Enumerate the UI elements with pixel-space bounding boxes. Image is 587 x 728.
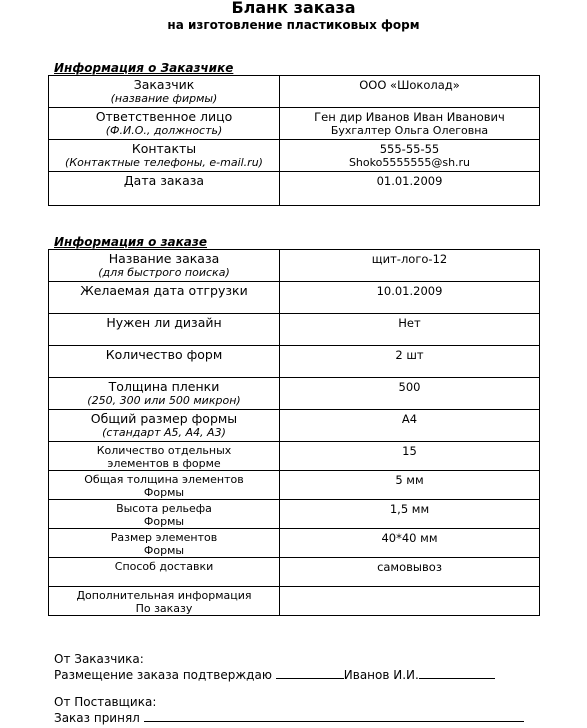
responsible-value: Ген дир Иванов Иван Иванович [314, 110, 505, 124]
table-row [49, 529, 540, 558]
accepted-text: Заказ принял [54, 711, 140, 725]
form-title: Бланк заказа [231, 0, 356, 17]
supplier-accept-line [54, 710, 524, 725]
responsible-value-2: Бухгалтер Ольга Олеговна [330, 124, 489, 137]
table-row [49, 471, 540, 500]
table-row [49, 558, 540, 587]
value-cell[interactable] [280, 314, 540, 346]
customer-sublabel: (название фирмы) [110, 92, 218, 105]
label-cell [49, 250, 280, 282]
form-size-sublabel: (стандарт А5, А4, А3) [102, 426, 226, 439]
label-cell [49, 172, 280, 206]
additional-info-label-2: По заказу [135, 602, 193, 615]
value-cell[interactable] [280, 172, 540, 206]
value-cell[interactable] [280, 558, 540, 587]
supplier-signature-field[interactable] [144, 710, 524, 722]
ship-date-value: 10.01.2009 [376, 284, 443, 298]
delivery-label: Способ доставки [114, 560, 214, 573]
design-value: Нет [398, 316, 421, 330]
label-cell [49, 76, 280, 108]
order-date-value: 01.01.2009 [376, 174, 443, 188]
order-name-value: щит-лого-12 [371, 252, 448, 266]
value-cell[interactable] [280, 410, 540, 442]
contacts-sublabel: (Контактные телефоны, e-mail.ru) [65, 156, 263, 169]
elements-thickness-label: Общая толщина элементов [84, 473, 244, 486]
additional-info-label: Дополнительная информация [76, 589, 252, 602]
order-section-heading: Информация о заказе [54, 235, 208, 249]
table-row [49, 587, 540, 616]
value-cell[interactable] [280, 76, 540, 108]
element-size-value: 40*40 мм [381, 531, 438, 545]
relief-height-label: Высота рельефа [116, 502, 212, 515]
table-row [49, 76, 540, 108]
contacts-label: Контакты [131, 141, 197, 156]
film-thickness-label: Толщина пленки [108, 379, 220, 394]
contacts-phone: 555-55-55 [379, 142, 440, 156]
forms-count-value: 2 шт [395, 348, 424, 362]
form-size-label: Общий размер формы [90, 411, 238, 426]
label-cell [49, 378, 280, 410]
customer-confirm-line [54, 667, 495, 682]
elements-thickness-value: 5 мм [395, 473, 424, 487]
relief-height-value: 1,5 мм [389, 502, 430, 516]
elements-count-value: 15 [402, 444, 417, 458]
order-date-label: Дата заказа [123, 173, 205, 188]
responsible-sublabel: (Ф.И.О., должность) [105, 124, 223, 137]
contacts-email: Shoko5555555@sh.ru [348, 156, 471, 169]
value-cell[interactable] [280, 587, 540, 616]
value-cell[interactable] [280, 108, 540, 140]
label-cell [49, 500, 280, 529]
customer-section-heading: Информация о Заказчике [54, 61, 234, 75]
value-cell[interactable] [280, 500, 540, 529]
label-cell [49, 410, 280, 442]
table-row [49, 140, 540, 172]
table-row [49, 500, 540, 529]
form-size-value: А4 [401, 412, 418, 426]
element-size-label-2: Формы [143, 544, 185, 557]
delivery-value: самовывоз [377, 560, 442, 574]
value-cell[interactable] [280, 378, 540, 410]
label-cell [49, 346, 280, 378]
design-label: Нужен ли дизайн [106, 315, 222, 330]
customer-info-table [48, 75, 540, 206]
from-supplier-label: От Поставщика: [54, 695, 157, 709]
value-cell[interactable] [280, 529, 540, 558]
elements-thickness-label-2: Формы [143, 486, 185, 499]
label-cell [49, 471, 280, 500]
order-name-label: Название заказа [108, 251, 220, 266]
value-cell[interactable] [280, 442, 540, 471]
label-cell [49, 529, 280, 558]
responsible-label: Ответственное лицо [95, 109, 233, 124]
label-cell [49, 587, 280, 616]
value-cell[interactable] [280, 471, 540, 500]
table-row [49, 282, 540, 314]
confirm-text: Размещение заказа подтверждаю [54, 668, 272, 682]
film-thickness-sublabel: (250, 300 или 500 микрон) [87, 394, 241, 407]
signature-field[interactable] [276, 667, 344, 679]
label-cell [49, 314, 280, 346]
customer-label: Заказчик [133, 77, 195, 92]
label-cell [49, 442, 280, 471]
label-cell [49, 140, 280, 172]
label-cell [49, 558, 280, 587]
table-row [49, 346, 540, 378]
date-field[interactable] [419, 667, 495, 679]
table-row [49, 410, 540, 442]
forms-count-label: Количество форм [105, 347, 223, 362]
elements-count-label-2: элементов в форме [107, 457, 221, 470]
table-row [49, 378, 540, 410]
table-row [49, 250, 540, 282]
label-cell [49, 108, 280, 140]
table-row [49, 172, 540, 206]
value-cell[interactable] [280, 346, 540, 378]
form-subtitle: на изготовление пластиковых форм [167, 18, 420, 32]
customer-name: Иванов И.И. [343, 668, 419, 682]
relief-height-label-2: Формы [143, 515, 185, 528]
customer-value: ООО «Шоколад» [359, 78, 460, 92]
value-cell[interactable] [280, 140, 540, 172]
film-thickness-value: 500 [398, 380, 421, 394]
order-info-table [48, 249, 540, 616]
ship-date-label: Желаемая дата отгрузки [80, 283, 248, 298]
order-name-sublabel: (для быстрого поиска) [98, 266, 230, 279]
label-cell [49, 282, 280, 314]
elements-count-label: Количество отдельных [96, 444, 232, 457]
table-row [49, 442, 540, 471]
value-cell[interactable] [280, 282, 540, 314]
table-row [49, 314, 540, 346]
table-row [49, 108, 540, 140]
element-size-label: Размер элементов [110, 531, 218, 544]
value-cell[interactable] [280, 250, 540, 282]
from-customer-label: От Заказчика: [54, 652, 144, 666]
